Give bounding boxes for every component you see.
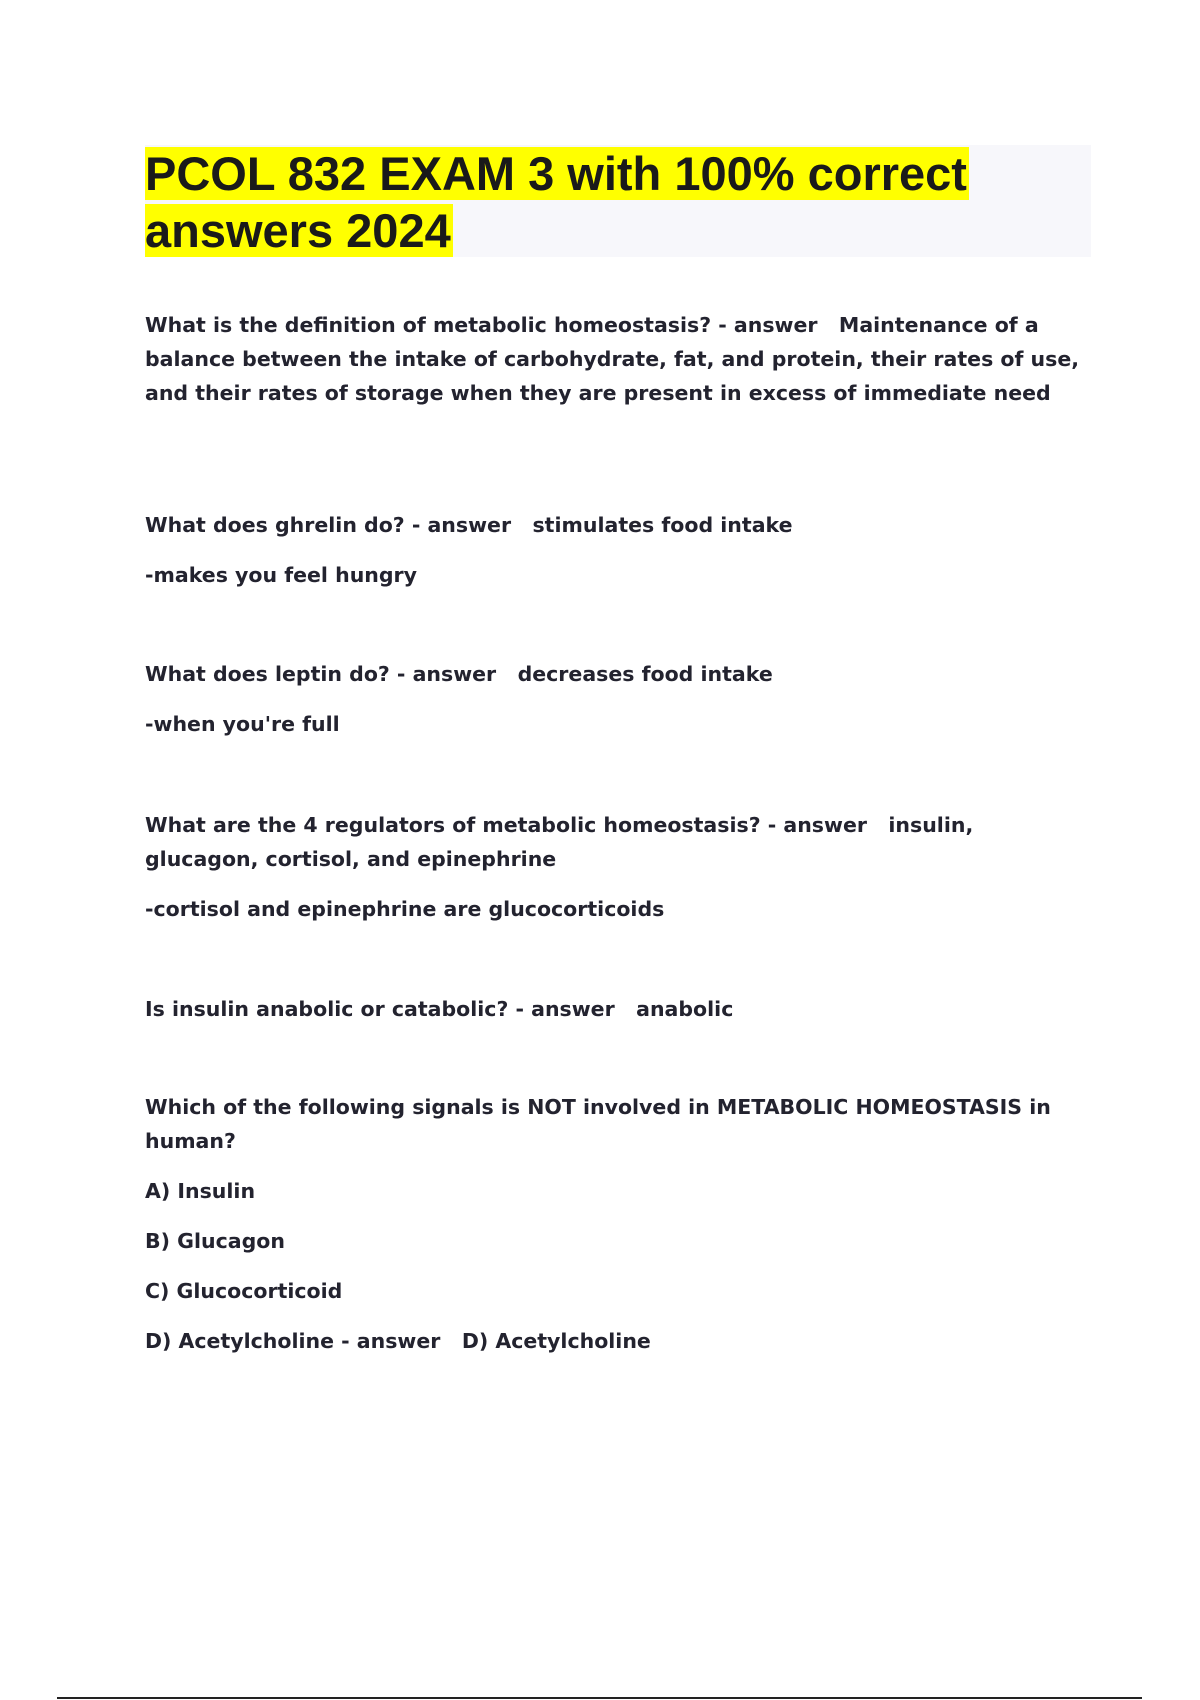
answer-note: -makes you feel hungry [145,563,418,587]
qa-text [145,808,1090,876]
option-d-answer-line [145,1324,1090,1358]
qa-item-definition [145,308,1090,410]
answer-note: -when you're full [145,712,340,736]
question-text: What does leptin do? - answer [145,662,497,686]
option-a: A) Insulin [145,1179,256,1203]
answer-text: decreases food intake [517,662,773,686]
option-d: D) Acetylcholine - answer [145,1329,441,1353]
title-highlight: PCOL 832 EXAM 3 with 100% correct answers 2024 [145,147,967,257]
answer-text: anabolic [636,997,734,1021]
qa-text [145,508,1090,542]
qa-item-insulin [145,992,1090,1026]
answer-text: stimulates food intake [532,513,793,537]
option-b: B) Glucagon [145,1229,285,1253]
qa-item-regulators [145,808,1090,926]
qa-text [145,992,1090,1026]
qa-item-multiple-choice [145,1090,1090,1358]
qa-text [145,308,1090,410]
question-text: Which of the following signals is NOT involved in METABOLIC HOMEOSTASIS in human? [145,1095,1051,1153]
qa-item-ghrelin [145,508,1090,592]
question-text: What is the definition of metabolic homeostasis? - answer [145,313,818,337]
qa-text [145,657,1090,691]
page-divider [57,1697,1142,1699]
question-text: Is insulin anabolic or catabolic? - answer [145,997,615,1021]
question-text: What are the 4 regulators of metabolic homeostasis? - answer [145,813,867,837]
page-title [145,145,1005,259]
answer-note: -cortisol and epinephrine are glucocorticoids [145,897,665,921]
option-c: C) Glucocorticoid [145,1279,343,1303]
answer-text: D) Acetylcholine [461,1329,651,1353]
qa-item-leptin [145,657,1090,741]
question-text: What does ghrelin do? - answer [145,513,512,537]
answer-text: insulin, glucagon, cortisol, and epinephrine [145,813,974,871]
answer-text: Maintenance of a balance between the intake of carbohydrate, fat, and protein, their rates of use, and their rates of storage when they are present in excess of immediate need [145,313,1080,405]
